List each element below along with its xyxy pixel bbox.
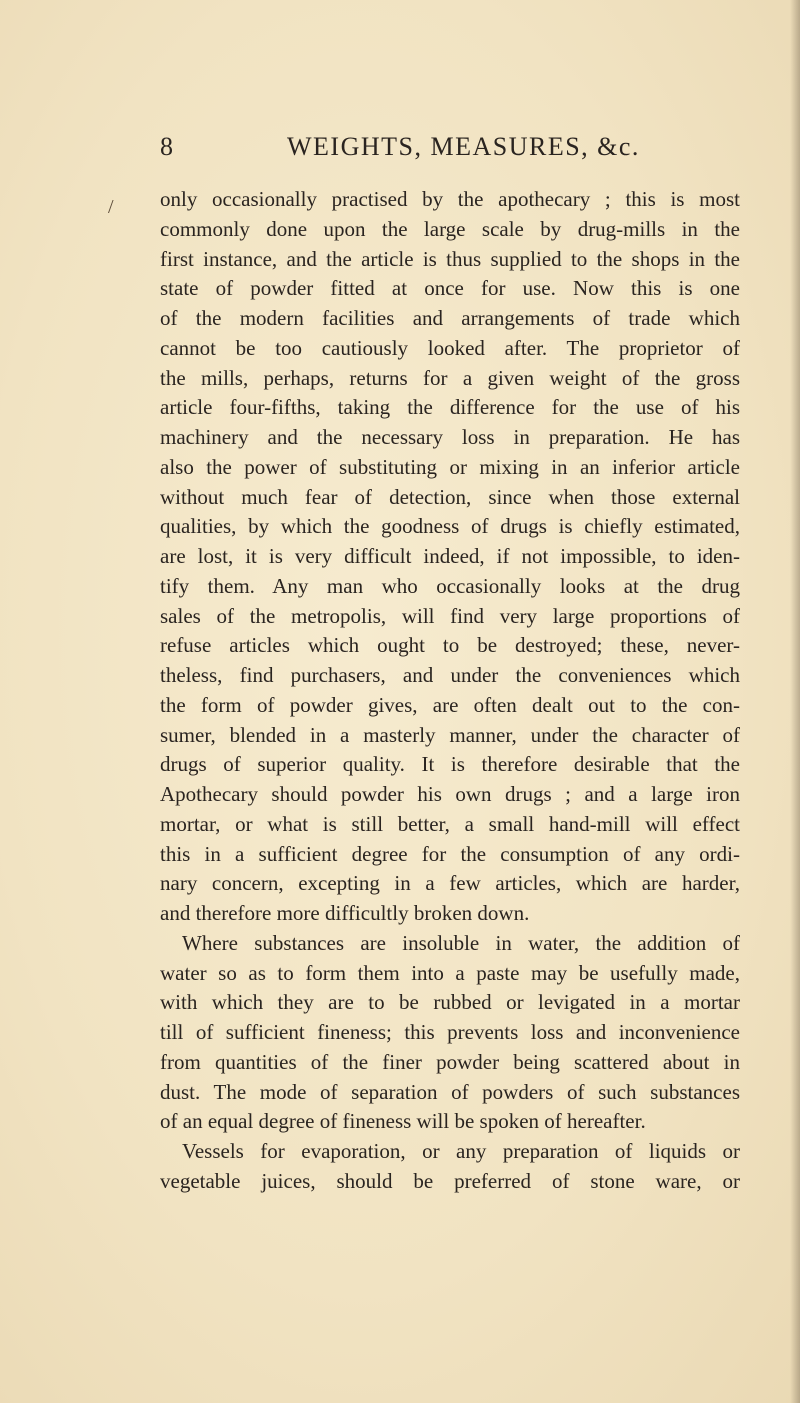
- text-line: vegetable juices, should be preferred of stone ware, or: [160, 1168, 740, 1193]
- paragraph-end-line: of an equal degree of fineness will be spoken of hereafter.: [160, 1109, 646, 1134]
- text-line: article four-fifths, taking the difference for the use of his: [160, 395, 740, 420]
- text-line: the form of powder gives, are often dealt out to the con-: [160, 692, 740, 717]
- paragraph-start-line: Vessels for evaporation, or any preparation of liquids or: [182, 1139, 740, 1163]
- body-text: [160, 185, 740, 1197]
- text-line: sumer, blended in a masterly manner, under the character of: [160, 722, 740, 747]
- margin-pencil-mark: /: [108, 196, 114, 218]
- text-line: qualities, by which the goodness of drugs is chiefly estimated,: [160, 514, 740, 539]
- text-line: machinery and the necessary loss in preparation. He has: [160, 425, 740, 449]
- text-line: this in a sufficient degree for the consumption of any ordi-: [160, 841, 740, 866]
- page-edge-shadow: [790, 0, 800, 1403]
- text-line: drugs of superior quality. It is therefore desirable that the: [160, 752, 740, 777]
- text-line: mortar, or what is still better, a small hand-mill will effect: [160, 811, 740, 836]
- text-line: till of sufficient fineness; this prevents loss and inconvenience: [160, 1020, 740, 1044]
- text-line: Apothecary should powder his own drugs ; and a large iron: [160, 782, 740, 806]
- text-line: also the power of substituting or mixing in an inferior article: [160, 454, 740, 479]
- text-line: only occasionally practised by the apothecary ; this is most: [160, 187, 740, 211]
- paragraph-start-line: Where substances are insoluble in water, the addition of: [182, 930, 740, 955]
- text-line: the mills, perhaps, returns for a given weight of the gross: [160, 365, 740, 390]
- text-line: of the modern facilities and arrangements of trade which: [160, 306, 740, 330]
- text-line: without much fear of detection, since when those external: [160, 484, 740, 509]
- text-line: tify them. Any man who occasionally looks at the drug: [160, 573, 740, 598]
- text-line: nary concern, excepting in a few articles, which are harder,: [160, 871, 740, 896]
- text-line: with which they are to be rubbed or levigated in a mortar: [160, 990, 740, 1015]
- text-line: first instance, and the article is thus supplied to the shops in the: [160, 246, 740, 271]
- text-line: dust. The mode of separation of powders of such substances: [160, 1079, 740, 1104]
- text-line: water so as to form them into a paste may be usefully made,: [160, 960, 740, 985]
- text-line: sales of the metropolis, will find very large proportions of: [160, 603, 740, 628]
- text-line: commonly done upon the large scale by drug-mills in the: [160, 216, 740, 241]
- text-line: refuse articles which ought to be destroyed; these, never-: [160, 633, 740, 658]
- text-line: theless, find purchasers, and under the conveniences which: [160, 663, 740, 687]
- text-line: from quantities of the finer powder being scattered about in: [160, 1049, 740, 1074]
- text-line: are lost, it is very difficult indeed, if not impossible, to iden-: [160, 544, 740, 568]
- text-line: state of powder fitted at once for use. Now this is one: [160, 276, 740, 301]
- running-head: WEIGHTS, MEASURES, &c.: [287, 132, 640, 161]
- text-line: cannot be too cautiously looked after. The proprietor of: [160, 335, 740, 360]
- page-number: 8: [160, 132, 174, 161]
- page-header: [160, 132, 640, 172]
- paragraph-end-line: and therefore more difficultly broken down.: [160, 901, 530, 925]
